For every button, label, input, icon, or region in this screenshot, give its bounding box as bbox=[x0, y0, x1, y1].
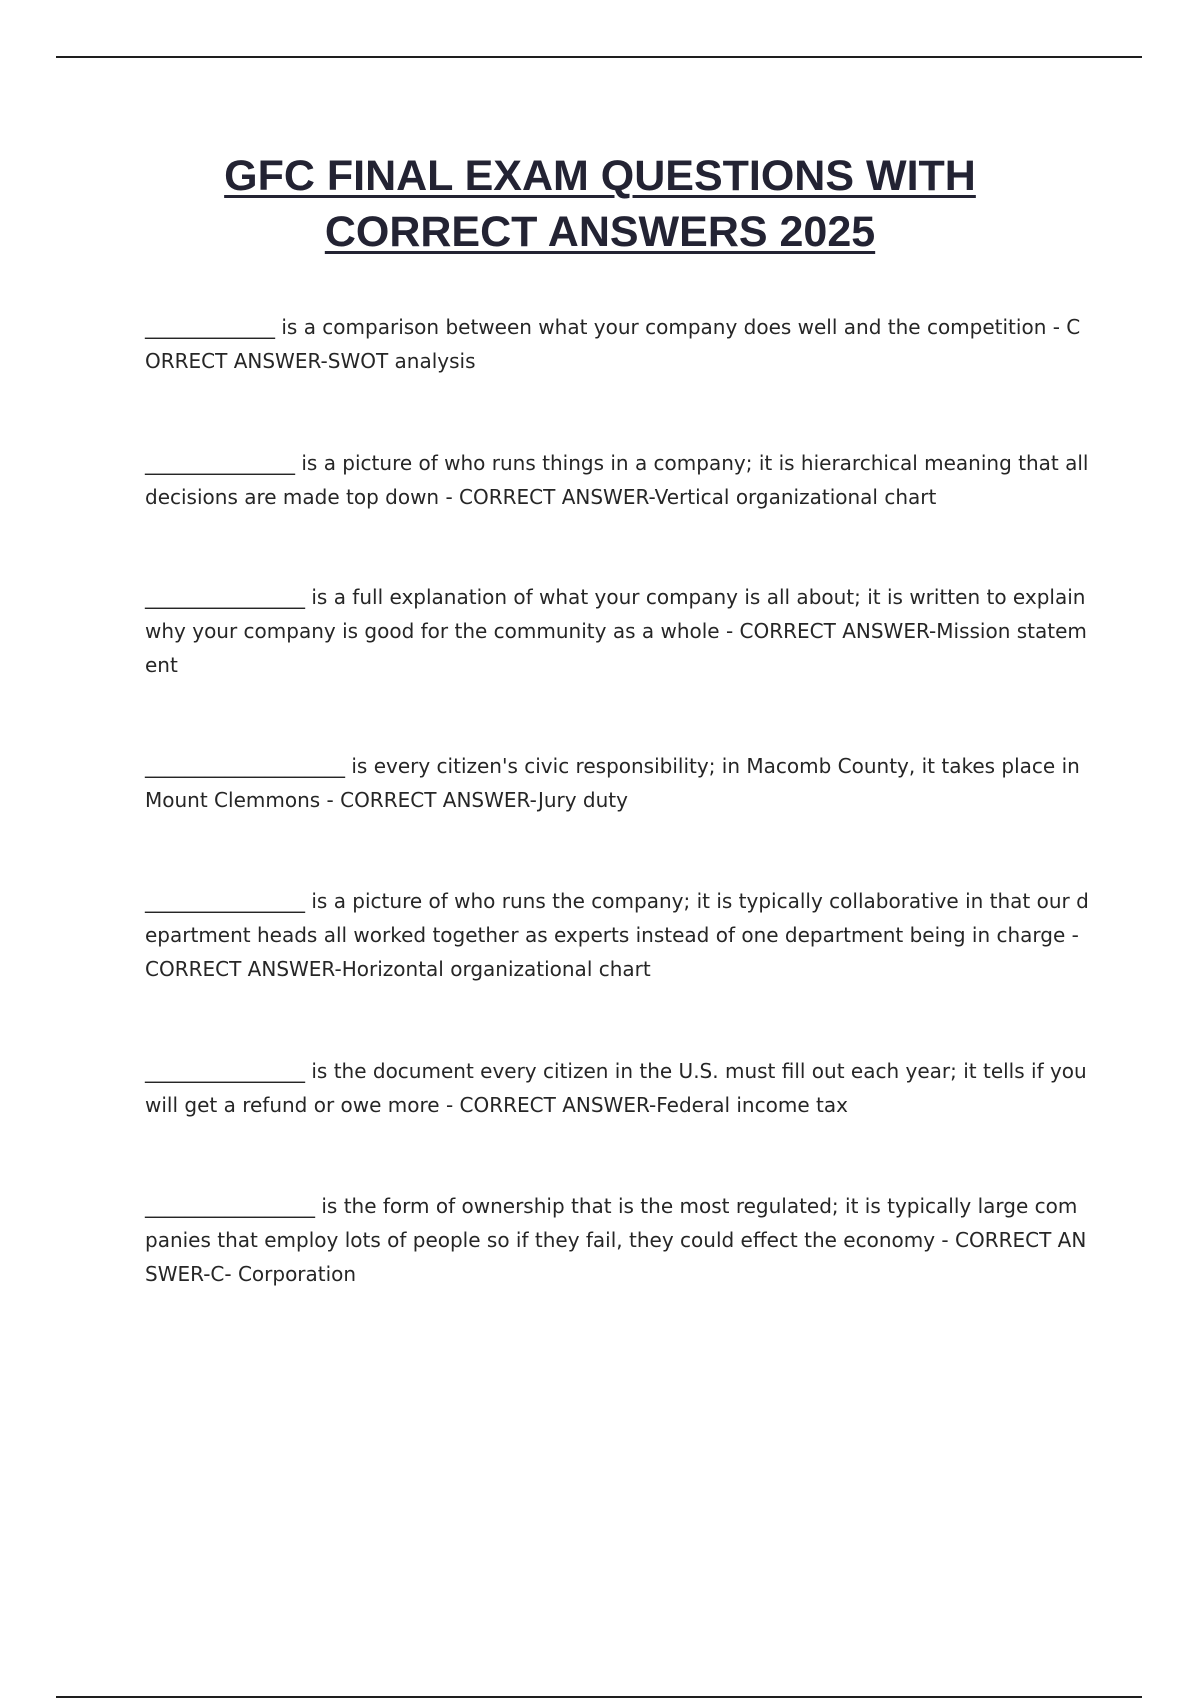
question-3: ________________ is a full explanation of what your company is all about; it is written to explain why your company is good for the community as a whole - CORRECT ANSWER-Mission statement bbox=[145, 585, 1087, 677]
question-4: ____________________ is every citizen's civic responsibility; in Macomb County, it takes place in Mount Clemmons - CORRECT ANSWER-Jury duty bbox=[145, 754, 1080, 812]
question-2: _______________ is a picture of who runs things in a company; it is hierarchical meaning that all decisions are made top down - CORRECT ANSWER-Vertical organizational chart bbox=[145, 451, 1089, 509]
question-6: ________________ is the document every citizen in the U.S. must fill out each year; it tells if you will get a refund or owe more - CORRECT ANSWER-Federal income tax bbox=[145, 1059, 1087, 1117]
top-divider bbox=[56, 56, 1142, 58]
title-line-1: GFC FINAL EXAM QUESTIONS WITH bbox=[224, 152, 976, 200]
bottom-divider bbox=[56, 1696, 1142, 1698]
page-title bbox=[120, 148, 1080, 260]
title-line-2: CORRECT ANSWERS 2025 bbox=[324, 208, 876, 256]
question-5: ________________ is a picture of who runs the company; it is typically collaborative in that our department heads all worked together as experts instead of one department being in charge - CORRECT ANSWER-Horizontal organizational chart bbox=[145, 889, 1089, 981]
question-1: _____________ is a comparison between what your company does well and the competition - CORRECT ANSWER-SWOT analysis bbox=[145, 315, 1081, 373]
question-7: _________________ is the form of ownership that is the most regulated; it is typically large companies that employ lots of people so if they fail, they could effect the economy - CORRECT ANSWER-C- Corporation bbox=[145, 1194, 1087, 1286]
